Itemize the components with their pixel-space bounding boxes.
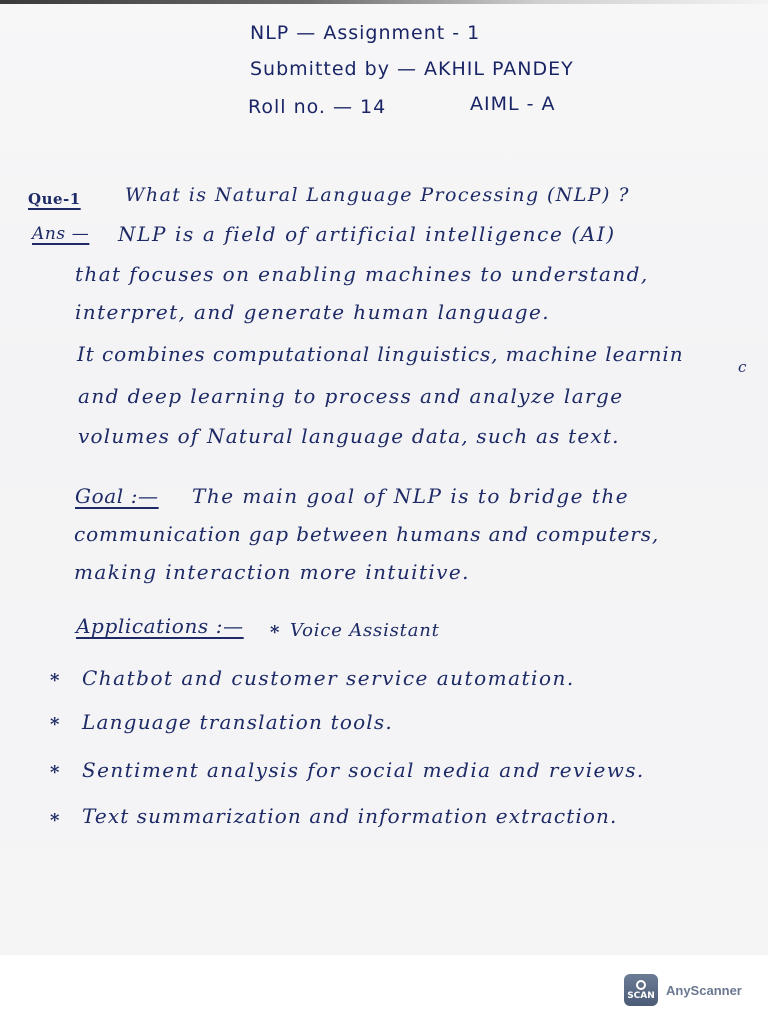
application-item: Chatbot and customer service automation.: [82, 666, 575, 690]
answer-line: volumes of Natural language data, such as text.: [78, 424, 620, 448]
question-label: Que-1: [28, 190, 81, 208]
answer-line: It combines computational linguistics, machine learnin: [77, 342, 684, 366]
bullet-icon: *: [50, 762, 61, 783]
goal-line: communication gap between humans and computers,: [74, 522, 660, 546]
goal-line: The main goal of NLP is to bridge the: [192, 484, 630, 508]
answer-line: interpret, and generate human language.: [75, 300, 550, 324]
bullet-icon: *: [50, 810, 61, 831]
application-item: Text summarization and information extraction.: [82, 804, 618, 828]
bullet-icon: *: [50, 714, 61, 735]
roll-number: Roll no. — 14: [248, 96, 387, 118]
section: AIML - A: [470, 93, 556, 115]
answer-label: Ans —: [32, 224, 90, 244]
scanner-brand-name: AnyScanner: [666, 982, 742, 998]
application-item: Sentiment analysis for social media and reviews.: [82, 758, 645, 782]
application-item: Language translation tools.: [82, 710, 393, 734]
answer-line: NLP is a field of artificial intelligence (AI): [118, 222, 616, 246]
scanner-logo-text: SCAN: [627, 990, 655, 1001]
answer-line: and deep learning to process and analyze large: [78, 384, 624, 408]
goal-label: Goal :—: [75, 484, 159, 508]
applications-label: Applications :—: [76, 614, 244, 638]
bullet-icon: *: [50, 670, 61, 691]
question-text: What is Natural Language Processing (NLP) ?: [125, 184, 630, 206]
scanner-watermark: [624, 974, 742, 1006]
goal-line: making interaction more intuitive.: [74, 560, 470, 584]
answer-line: that focuses on enabling machines to understand,: [75, 262, 649, 286]
bullet-icon: *: [270, 622, 281, 643]
answer-line-margin-note: c: [738, 358, 748, 376]
assignment-title: NLP — Assignment - 1: [250, 22, 481, 44]
submitted-by: Submitted by — AKHIL PANDEY: [250, 58, 574, 80]
scanner-logo-icon: [624, 974, 658, 1006]
page-top-edge: [0, 0, 768, 4]
application-item: Voice Assistant: [290, 620, 440, 641]
